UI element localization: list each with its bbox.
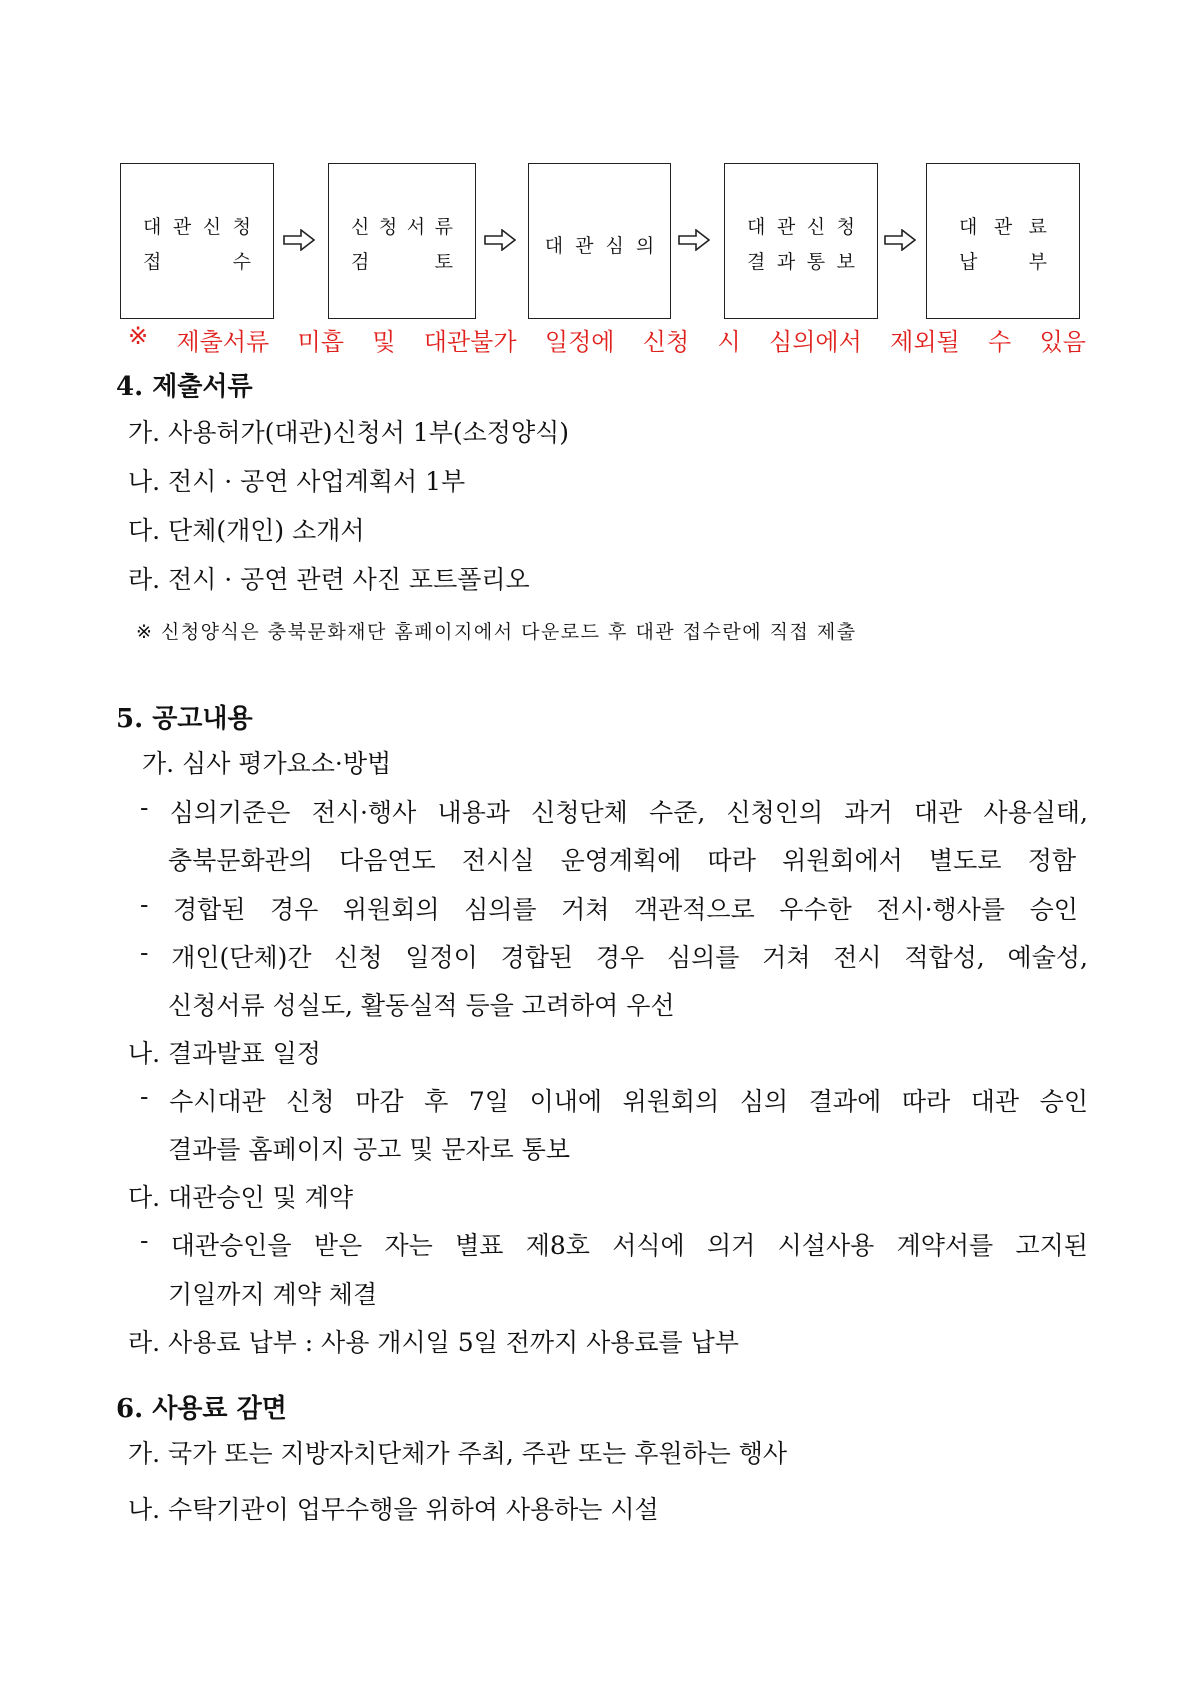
- list-item: 나. 전시 · 공연 사업계획서 1부: [128, 467, 466, 496]
- word: 위원회에서: [782, 846, 903, 875]
- subsection-title: 나. 결과발표 일정: [128, 1039, 321, 1068]
- word: 운영계획에: [560, 846, 682, 875]
- list-item: 가. 국가 또는 지방자치단체가 주최, 주관 또는 후원하는 행사: [128, 1439, 788, 1468]
- step-box-result-notice: [724, 163, 878, 319]
- step-char: 서: [406, 216, 426, 238]
- step-line-1: [351, 212, 453, 239]
- step-char: 통: [806, 251, 826, 273]
- process-flow: [0, 163, 1190, 321]
- word: 심의를: [666, 943, 740, 972]
- word: 승인: [1029, 895, 1078, 924]
- step-char: 료: [1028, 216, 1047, 238]
- word: 승인: [1039, 1087, 1088, 1116]
- notice-word: 수: [988, 328, 1012, 356]
- word: 받은: [313, 1231, 363, 1260]
- step-char: 수: [232, 251, 251, 273]
- word: 시설사용: [777, 1231, 875, 1260]
- word: 다음연도: [339, 846, 436, 875]
- paragraph-line: 기일까지 계약 체결: [168, 1280, 378, 1309]
- subsection-title: 다. 대관승인 및 계약: [128, 1183, 353, 1212]
- word: 자는: [384, 1231, 433, 1260]
- word: 서식에: [612, 1231, 685, 1260]
- word: 제8호: [525, 1231, 590, 1260]
- section-heading: 6. 사용료 감면: [116, 1394, 287, 1424]
- paragraph-line: 신청서류 성실도, 활동실적 등을 고려하여 우선: [168, 991, 675, 1020]
- section-heading: 4. 제출서류: [116, 372, 253, 402]
- word: 마감: [355, 1087, 404, 1116]
- word: 개인(단체)간: [171, 943, 312, 972]
- word: 신청인의: [726, 798, 824, 827]
- paragraph-line: [140, 890, 1078, 926]
- form-note: ※ 신청양식은 충북문화재단 홈페이지에서 다운로드 후 대관 접수란에 직접 제출: [136, 621, 857, 643]
- word: 대관승인을: [170, 1231, 292, 1260]
- word: 전시: [833, 943, 882, 972]
- step-char: 신: [202, 216, 222, 238]
- word: 경합된: [173, 895, 246, 924]
- word: 과거: [844, 798, 893, 827]
- step-line-2: [351, 247, 453, 274]
- notice-word: 미흡: [297, 328, 344, 356]
- word: 심의를: [464, 895, 537, 924]
- word: 경합된: [500, 943, 574, 972]
- word: 거쳐: [561, 895, 610, 924]
- word: 따라: [901, 1087, 951, 1116]
- word: 별표: [455, 1231, 504, 1260]
- word: 수시대관: [169, 1087, 266, 1116]
- paragraph-line: [140, 938, 1088, 974]
- step-char: 토: [434, 251, 453, 273]
- word: 객관적으로: [633, 895, 755, 924]
- word: 대관: [913, 798, 963, 827]
- word: 신청: [286, 1087, 335, 1116]
- word: 심의: [739, 1087, 789, 1116]
- word: 결과에: [808, 1087, 882, 1116]
- word: 위원회의: [342, 895, 440, 924]
- word: 거쳐: [762, 943, 811, 972]
- step-box-application-reception: [120, 163, 274, 319]
- word: 후: [424, 1087, 449, 1116]
- exclusion-notice: [128, 322, 1086, 357]
- step-char: 결: [747, 251, 766, 273]
- notice-word: 일정에: [544, 328, 615, 356]
- word: 의거: [707, 1231, 756, 1260]
- word: 이내에: [529, 1087, 603, 1116]
- step-char: 관: [993, 216, 1013, 238]
- step-char: 대: [747, 216, 766, 238]
- notice-word: 제외될: [890, 328, 960, 356]
- word: 예술성,: [1007, 943, 1088, 972]
- word: 위원회의: [622, 1087, 720, 1116]
- word: -: [140, 793, 149, 822]
- paragraph-line: 결과를 홈페이지 공고 및 문자로 통보: [168, 1135, 570, 1164]
- word: 신청단체: [531, 798, 628, 827]
- list-item: 가. 사용허가(대관)신청서 1부(소정양식): [128, 418, 570, 447]
- step-char: 청: [232, 216, 251, 238]
- step-char: 납: [959, 251, 978, 273]
- word: -: [140, 938, 149, 967]
- word: 따라: [707, 846, 756, 875]
- word: 7일: [468, 1087, 509, 1116]
- notice-word: 제출서류: [176, 328, 270, 356]
- subsection-title: 라. 사용료 납부 : 사용 개시일 5일 전까지 사용료를 납부: [128, 1328, 739, 1357]
- notice-word: 있음: [1039, 328, 1086, 356]
- word: 계약서를: [896, 1231, 994, 1260]
- step-char: 부: [1028, 251, 1047, 273]
- paragraph-line: [140, 793, 1088, 829]
- word: 일정이: [405, 943, 478, 972]
- word: 심의기준은: [169, 798, 291, 827]
- paragraph-line: [140, 1226, 1088, 1262]
- step-char: 대: [959, 216, 978, 238]
- right-arrow-icon: [283, 229, 315, 251]
- step-char: 신: [351, 216, 370, 238]
- right-arrow-icon: [884, 229, 916, 251]
- step-char: 대: [143, 216, 162, 238]
- word: 전시·행사를: [876, 895, 1006, 924]
- paragraph-line: [140, 1082, 1088, 1118]
- word: 수준,: [649, 798, 706, 827]
- notice-word: 시: [717, 328, 741, 356]
- word: 별도로: [929, 846, 1002, 875]
- notice-word: 대관불가: [423, 328, 517, 356]
- section-heading: 5. 공고내용: [116, 704, 253, 734]
- step-char: 청: [378, 216, 398, 238]
- word: -: [140, 1226, 149, 1255]
- notice-word: 및: [372, 328, 396, 356]
- word: 경우: [270, 895, 319, 924]
- word: 전시실: [461, 846, 535, 875]
- word: 경우: [595, 943, 645, 972]
- notice-word: 심의에서: [769, 328, 862, 356]
- word: 정함: [1027, 846, 1076, 875]
- step-line-2: [143, 247, 251, 274]
- word: -: [140, 1082, 149, 1111]
- list-item: 라. 전시 · 공연 관련 사진 포트폴리오: [128, 565, 530, 594]
- step-line-2: [747, 247, 855, 274]
- step-label: 대관심의: [544, 235, 667, 257]
- step-box-fee-payment: [926, 163, 1080, 319]
- step-char: 보: [836, 251, 855, 273]
- notice-word: ※: [128, 322, 149, 350]
- right-arrow-icon: [678, 229, 710, 251]
- paragraph-line: [168, 841, 1076, 877]
- step-line-2: [959, 247, 1047, 274]
- word: 내용과: [437, 798, 510, 827]
- subsection-title: 가. 심사 평가요소·방법: [142, 749, 392, 778]
- step-box-rental-review: [528, 163, 671, 319]
- right-arrow-icon: [484, 229, 516, 251]
- step-line-1: [143, 212, 251, 239]
- step-char: 관: [776, 216, 796, 238]
- list-item: 다. 단체(개인) 소개서: [128, 516, 365, 545]
- word: -: [140, 890, 149, 919]
- step-char: 청: [836, 216, 855, 238]
- word: 대관: [970, 1087, 1020, 1116]
- step-box-document-review: [328, 163, 476, 319]
- step-char: 접: [143, 251, 162, 273]
- word: 신청: [334, 943, 383, 972]
- step-line-1: [959, 212, 1047, 239]
- list-item: 나. 수탁기관이 업무수행을 위하여 사용하는 시설: [128, 1495, 659, 1524]
- step-char: 관: [172, 216, 192, 238]
- word: 고지된: [1015, 1231, 1088, 1260]
- step-char: 류: [434, 216, 453, 238]
- word: 전시·행사: [311, 798, 417, 827]
- word: 적합성,: [904, 943, 985, 972]
- word: 사용실태,: [983, 798, 1088, 827]
- step-line-1: [747, 212, 855, 239]
- step-char: 과: [776, 251, 796, 273]
- word: 우수한: [779, 895, 852, 924]
- step-char: 신: [806, 216, 826, 238]
- step-char: 검: [351, 251, 370, 273]
- notice-word: 신청: [642, 328, 690, 356]
- word: 충북문화관의: [168, 846, 313, 875]
